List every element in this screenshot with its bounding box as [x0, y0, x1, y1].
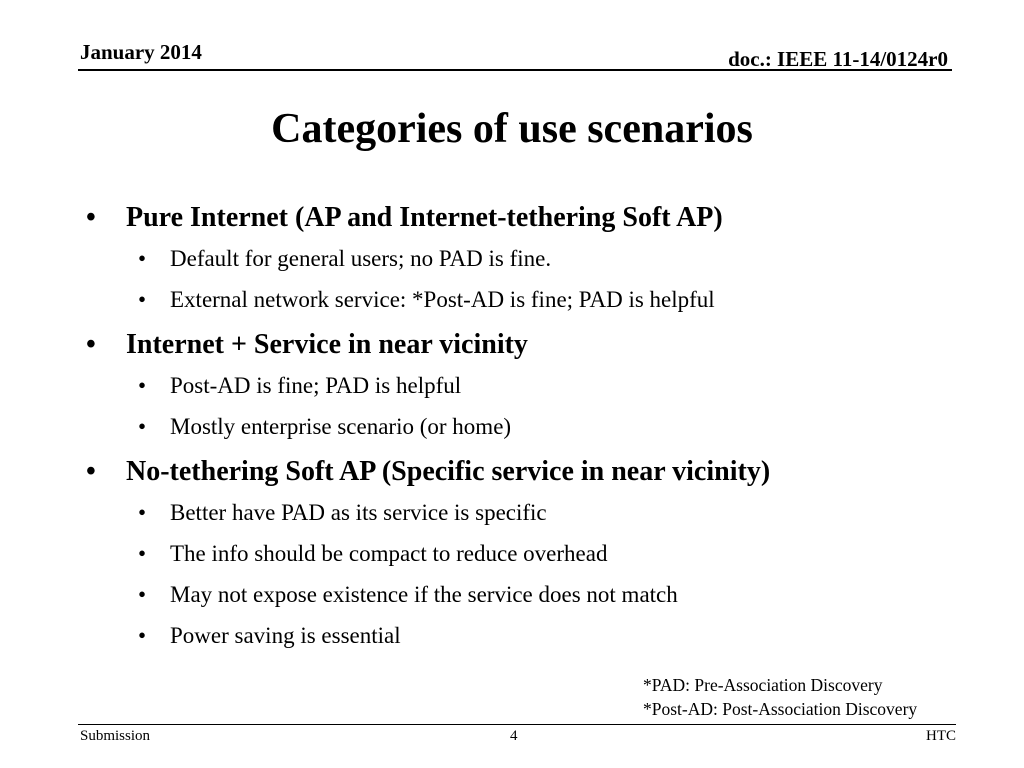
sub-bullet-item	[86, 492, 966, 533]
bullet-icon: •	[86, 456, 96, 487]
slide-title: Categories of use scenarios	[271, 106, 753, 152]
bullet-icon: •	[138, 582, 147, 607]
bullet-icon: •	[138, 414, 147, 439]
sub-bullet-item	[86, 238, 966, 279]
bullet-text: No-tethering Soft AP (Specific service in near vicinity)	[126, 456, 771, 487]
bullet-item-pure-internet	[86, 198, 966, 238]
bullet-item-internet-service	[86, 325, 966, 365]
footnote-post-ad: *Post-AD: Post-Association Discovery	[643, 699, 918, 719]
bullet-item-no-tethering	[86, 452, 966, 492]
sub-bullet-item	[86, 574, 966, 615]
bullet-icon: •	[138, 287, 147, 312]
header-date: January 2014	[80, 40, 202, 64]
sub-bullet-item	[86, 406, 966, 447]
sub-bullet-text: Mostly enterprise scenario (or home)	[170, 414, 512, 439]
page-number: 4	[510, 728, 518, 744]
footer-submission: Submission	[80, 728, 151, 744]
header-doc-number: doc.: IEEE 11-14/0124r0	[728, 47, 948, 71]
bullet-icon: •	[86, 202, 96, 233]
sub-bullet-text: Power saving is essential	[170, 623, 401, 648]
footer-divider	[78, 724, 956, 725]
bullet-list	[86, 198, 966, 656]
bullet-text: Internet + Service in near vicinity	[126, 329, 528, 360]
sub-bullet-text: Better have PAD as its service is specific	[170, 500, 547, 525]
footer-company: HTC	[926, 728, 956, 744]
sub-bullet-text: The info should be compact to reduce overhead	[170, 541, 608, 566]
sub-bullet-item	[86, 615, 966, 656]
footnote-block	[643, 673, 917, 721]
sub-bullet-text: External network service: *Post-AD is fine; PAD is helpful	[170, 287, 715, 312]
sub-bullet-text: Default for general users; no PAD is fine.	[170, 246, 552, 271]
bullet-icon: •	[138, 623, 147, 648]
sub-bullet-item	[86, 365, 966, 406]
sub-bullet-item	[86, 279, 966, 320]
bullet-icon: •	[138, 246, 147, 271]
sub-bullet-text: Post-AD is fine; PAD is helpful	[170, 373, 462, 398]
sub-bullet-item	[86, 533, 966, 574]
bullet-icon: •	[138, 500, 147, 525]
sub-bullet-text: May not expose existence if the service does not match	[170, 582, 678, 607]
bullet-text: Pure Internet (AP and Internet-tethering Soft AP)	[126, 202, 723, 233]
bullet-icon: •	[138, 541, 147, 566]
header-divider	[78, 69, 952, 71]
bullet-icon: •	[138, 373, 147, 398]
footnote-pad: *PAD: Pre-Association Discovery	[643, 675, 883, 695]
bullet-icon: •	[86, 329, 96, 360]
